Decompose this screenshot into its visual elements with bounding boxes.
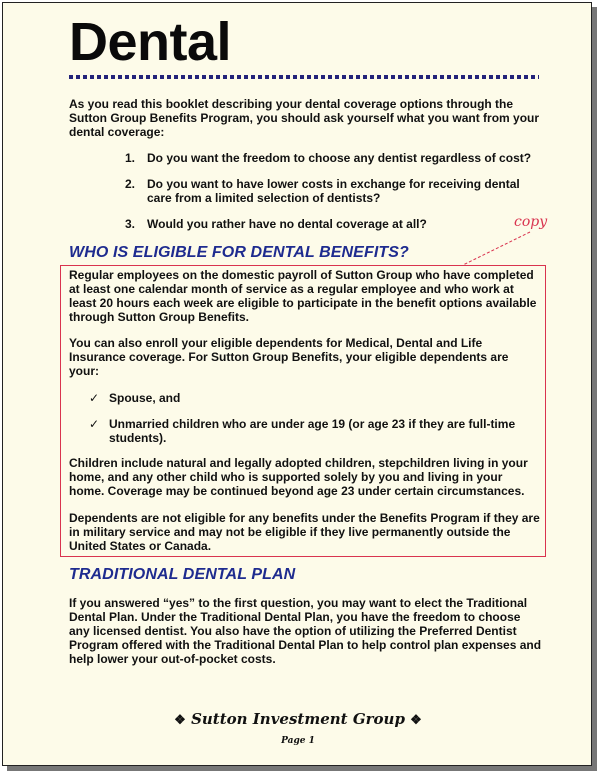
- page-number: Page 1: [281, 736, 315, 746]
- eligibility-paragraph: Regular employees on the domestic payroll of Sutton Group who have completed at least one calendar month of service as a regular employee and who work at least 20 hours each week are eligible to participate in the benefit options available through Sutton Group Benefits.: [69, 268, 537, 324]
- ornament-icon: ❖: [410, 713, 422, 728]
- checkmark-icon: ✓: [89, 391, 100, 405]
- page-title: Dental: [69, 12, 232, 72]
- question-number: 2.: [125, 177, 136, 191]
- question-text: Would you rather have no dental coverage at all?: [147, 217, 427, 231]
- company-name: Sutton Investment Group: [191, 710, 405, 728]
- ornament-icon: ❖: [174, 713, 186, 728]
- eligibility-heading: WHO IS ELIGIBLE FOR DENTAL BENEFITS?: [69, 244, 409, 261]
- question-number: 3.: [125, 217, 136, 231]
- dependents-exclusion-paragraph: Dependents are not eligible for any benefits under the Benefits Program if they are in military service and may not be eligible if they live permanently outside the United States or Canada.: [69, 511, 540, 553]
- children-paragraph: Children include natural and legally adopted children, stepchildren living in your home, and any other child who is supported solely by you and living in your home. Coverage may be continued beyond age 23 under certain circumstances.: [69, 456, 528, 498]
- footer-company: [3, 710, 593, 728]
- checklist-text: Spouse, and: [109, 391, 181, 405]
- question-number: 1.: [125, 151, 136, 165]
- copy-annotation-label: copy: [514, 214, 548, 230]
- document-page: [2, 2, 592, 766]
- question-text: Do you want to have lower costs in exchange for receiving dental care from a limited selection of dentists?: [147, 177, 520, 205]
- checkmark-icon: ✓: [89, 417, 100, 431]
- dependents-paragraph: You can also enroll your eligible dependents for Medical, Dental and Life Insurance coverage. For Sutton Group Benefits, your eligible dependents are your:: [69, 336, 509, 378]
- traditional-plan-heading: TRADITIONAL DENTAL PLAN: [69, 566, 296, 583]
- intro-paragraph: As you read this booklet describing your dental coverage options through the Sutton Group Benefits Program, you should ask yourself what you want from your dental coverage:: [69, 97, 540, 139]
- question-text: Do you want the freedom to choose any dentist regardless of cost?: [147, 151, 532, 165]
- traditional-plan-paragraph: If you answered “yes” to the first question, you may want to elect the Traditional Dental Plan. Under the Traditional Dental Plan, you have the freedom to choose any licensed dentist. You also have the option of utilizing the Preferred Dentist Program offered with the Traditional Dental Plan to help control plan expenses and help lower your out-of-pocket costs.: [69, 596, 542, 666]
- checklist-text: Unmarried children who are under age 19 (or age 23 if they are full-time students).: [109, 417, 516, 445]
- title-dotted-rule: [69, 75, 539, 79]
